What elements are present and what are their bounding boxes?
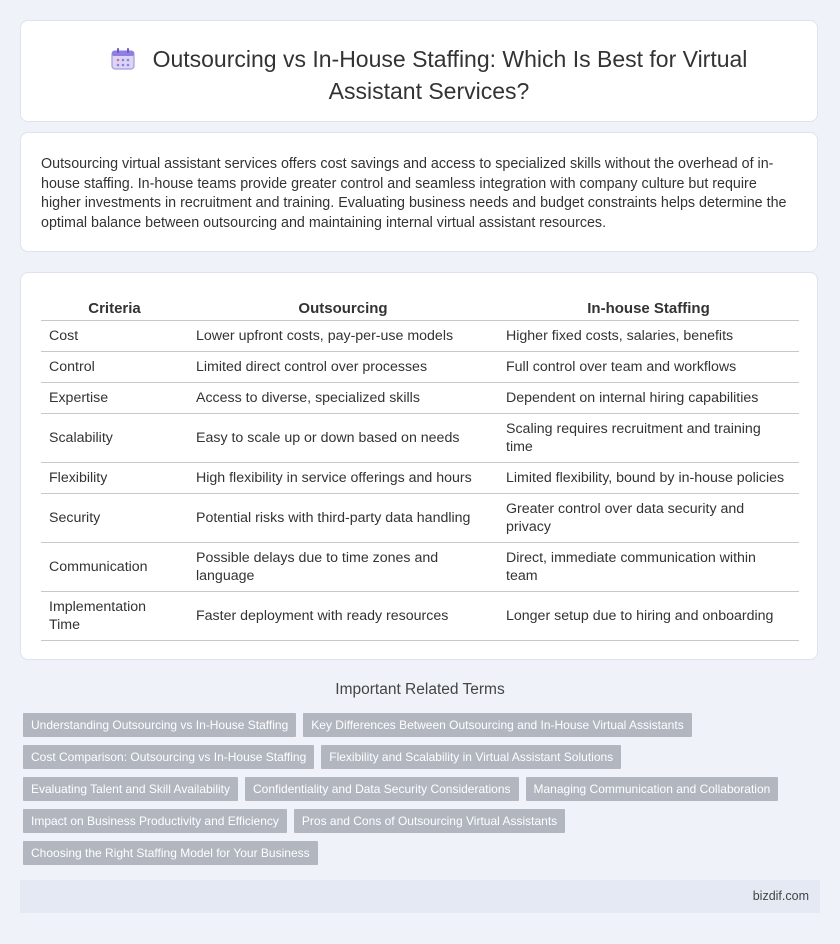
table-row — [41, 543, 799, 592]
related-terms-list — [23, 713, 803, 865]
criteria-cell: Cost — [41, 321, 188, 352]
related-terms-title: Important Related Terms — [335, 681, 505, 698]
related-term-link[interactable]: Impact on Business Productivity and Efficiency — [23, 809, 287, 833]
related-term-link[interactable]: Managing Communication and Collaboration — [526, 777, 779, 801]
in-house-cell: Scaling requires recruitment and training time — [498, 414, 799, 463]
related-term-link[interactable]: Pros and Cons of Outsourcing Virtual Assistants — [294, 809, 565, 833]
outsourcing-cell: High flexibility in service offerings and hours — [188, 463, 498, 494]
in-house-cell: Greater control over data security and privacy — [498, 494, 799, 543]
in-house-cell: Limited flexibility, bound by in-house policies — [498, 463, 799, 494]
related-term-link[interactable]: Flexibility and Scalability in Virtual Assistant Solutions — [321, 745, 621, 769]
page-title-wrap — [81, 45, 777, 106]
table-row — [41, 592, 799, 641]
criteria-cell: Scalability — [41, 414, 188, 463]
table-row — [41, 383, 799, 414]
outsourcing-cell: Access to diverse, specialized skills — [188, 383, 498, 414]
title-card — [20, 20, 818, 122]
outsourcing-cell: Lower upfront costs, pay-per-use models — [188, 321, 498, 352]
table-header-row — [41, 295, 799, 321]
in-house-cell: Longer setup due to hiring and onboarding — [498, 592, 799, 641]
outsourcing-cell: Easy to scale up or down based on needs — [188, 414, 498, 463]
related-term-link[interactable]: Choosing the Right Staffing Model for Your Business — [23, 841, 318, 865]
related-term-link[interactable]: Confidentiality and Data Security Considerations — [245, 777, 518, 801]
in-house-cell: Higher fixed costs, salaries, benefits — [498, 321, 799, 352]
table-row — [41, 352, 799, 383]
in-house-cell: Direct, immediate communication within team — [498, 543, 799, 592]
criteria-cell: Implementation Time — [41, 592, 188, 641]
related-term-link[interactable]: Key Differences Between Outsourcing and In-House Virtual Assistants — [303, 713, 691, 737]
summary-text: Outsourcing virtual assistant services offers cost savings and access to specialized skills without the overhead of in-house staffing. In-house teams provide greater control and seamless integration with company culture but require higher investments in recruitment and training. Evaluating business needs and budget constraints helps determine the optimal balance between outsourcing and maintaining internal virtual assistant resources. — [41, 156, 787, 231]
header-in-house: In-house Staffing — [498, 295, 799, 321]
table-row — [41, 321, 799, 352]
table-row — [41, 414, 799, 463]
criteria-cell: Expertise — [41, 383, 188, 414]
page-title: Outsourcing vs In-House Staffing: Which Is Best for Virtual Assistant Services? — [152, 46, 748, 104]
criteria-cell: Flexibility — [41, 463, 188, 494]
criteria-cell: Control — [41, 352, 188, 383]
comparison-table-card — [20, 272, 818, 660]
calendar-icon — [111, 48, 135, 77]
in-house-cell: Dependent on internal hiring capabilities — [498, 383, 799, 414]
criteria-cell: Security — [41, 494, 188, 543]
footer-site-link[interactable]: bizdif.com — [752, 889, 809, 903]
header-outsourcing: Outsourcing — [188, 295, 498, 321]
related-term-link[interactable]: Evaluating Talent and Skill Availability — [23, 777, 238, 801]
comparison-table — [41, 295, 799, 641]
outsourcing-cell: Faster deployment with ready resources — [188, 592, 498, 641]
summary-card — [20, 132, 818, 252]
criteria-cell: Communication — [41, 543, 188, 592]
table-row — [41, 494, 799, 543]
in-house-cell: Full control over team and workflows — [498, 352, 799, 383]
table-row — [41, 463, 799, 494]
footer-bar — [20, 880, 820, 913]
outsourcing-cell: Limited direct control over processes — [188, 352, 498, 383]
related-term-link[interactable]: Cost Comparison: Outsourcing vs In-House Staffing — [23, 745, 314, 769]
header-criteria: Criteria — [41, 295, 188, 321]
outsourcing-cell: Potential risks with third-party data handling — [188, 494, 498, 543]
related-term-link[interactable]: Understanding Outsourcing vs In-House Staffing — [23, 713, 296, 737]
outsourcing-cell: Possible delays due to time zones and language — [188, 543, 498, 592]
